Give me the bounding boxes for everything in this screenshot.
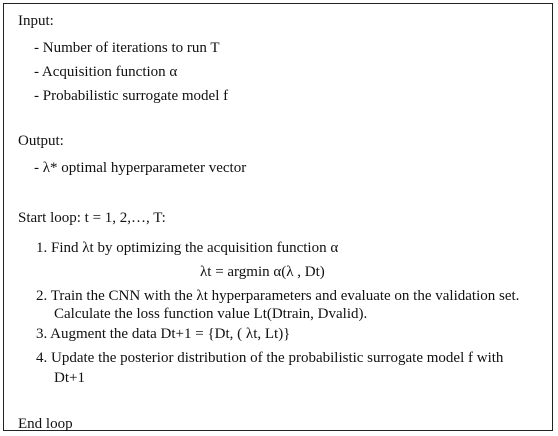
step-1-formula: λt = argmin α(λ , Dt) [200, 264, 325, 280]
step-4: 4. Update the posterior distribution of the probabilistic surrogate model f with [36, 350, 504, 366]
step-2-continued: Calculate the loss function value Lt(Dtrain, Dvalid). [54, 306, 368, 322]
step-4-continued: Dt+1 [54, 370, 85, 386]
input-item-iterations: - Number of iterations to run T [34, 40, 220, 56]
step-2: 2. Train the CNN with the λt hyperparameters and evaluate on the validation set. [36, 288, 520, 304]
input-item-acquisition: - Acquisition function α [34, 64, 178, 80]
output-heading: Output: [18, 133, 64, 149]
input-item-surrogate: - Probabilistic surrogate model f [34, 88, 229, 104]
step-3: 3. Augment the data Dt+1 = {Dt, ( λt, Lt)} [36, 326, 291, 342]
end-loop-line: End loop [18, 416, 73, 432]
start-loop-line: Start loop: t = 1, 2,…, T: [18, 210, 166, 226]
input-heading: Input: [18, 13, 54, 29]
output-item-optimal-vector: - λ* optimal hyperparameter vector [34, 160, 247, 176]
algorithm-box [3, 3, 553, 431]
step-1: 1. Find λt by optimizing the acquisition function α [36, 240, 339, 256]
